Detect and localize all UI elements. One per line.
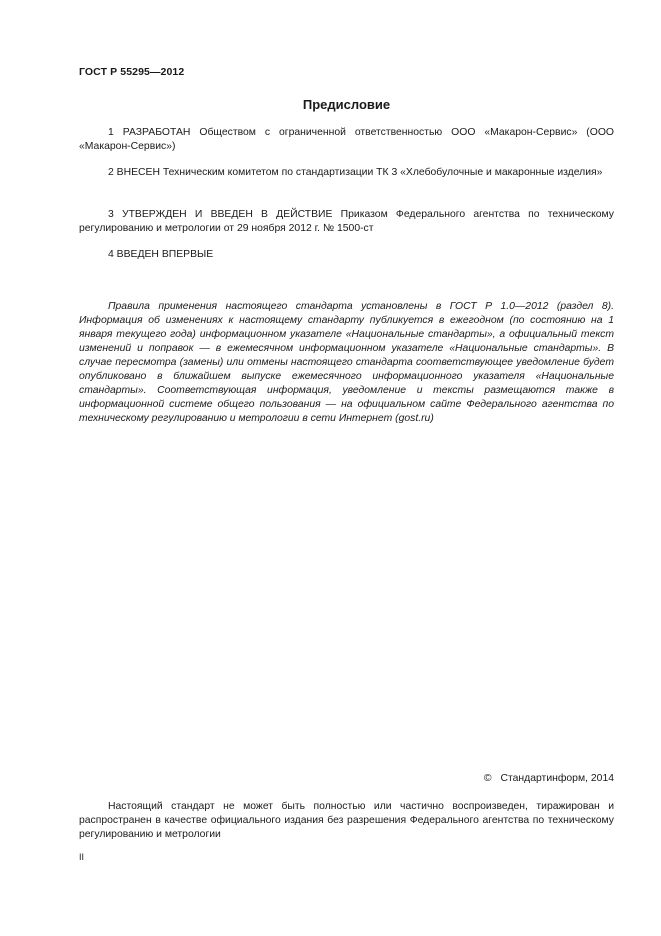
preface-item-developed: 1 РАЗРАБОТАН Обществом с ограниченной ответственностью ООО «Макарон-Сервис» (ООО «Макарон-Сервис») [79, 127, 614, 152]
preface-item-introduced: 2 ВНЕСЕН Техническим комитетом по стандартизации ТК 3 «Хлебобулочные и макаронные изделия» [108, 167, 603, 178]
copyright-line [484, 773, 614, 784]
document-id: ГОСТ Р 55295—2012 [79, 66, 185, 78]
preface-item-first-introduced: 4 ВВЕДЕН ВПЕРВЫЕ [108, 249, 214, 260]
preface-title: Предисловие [302, 97, 391, 112]
copyright-text: Стандартинформ, 2014 [500, 773, 614, 784]
copyright-symbol: © [483, 773, 492, 784]
reproduction-notice: Настоящий стандарт не может быть полностью или частично воспроизведен, тиражирован и распространен в качестве официального издания без разрешения Федерального агентства по техническому регулированию и метрологии [79, 801, 614, 840]
page-number: II [79, 852, 85, 862]
rules-note: Правила применения настоящего стандарта установлены в ГОСТ Р 1.0—2012 (раздел 8). Информация об изменениях к настоящему стандарту публикуется в ежегодном (по состоянию на 1 января текущего года) информационном указателе «Национальные стандарты», а официальный текст изменений и поправок — в ежемесячном информационном указателе «Национальные стандарты». В случае пересмотра (замены) или отмены настоящего стандарта соответствующее уведомление будет опубликовано в ближайшем выпуске ежемесячного информационного указателя «Национальные стандарты». Соответствующая информация, уведомление и тексты размещаются также в информационной системе общего пользования — на официальном сайте Федерального агентства по техническому регулированию и метрологии в сети Интернет (gost.ru) [79, 301, 614, 424]
preface-item-approved: 3 УТВЕРЖДЕН И ВВЕДЕН В ДЕЙСТВИЕ Приказом Федерального агентства по техническому регулированию и метрологии от 29 ноября 2012 г. № 1500-ст [79, 209, 614, 234]
